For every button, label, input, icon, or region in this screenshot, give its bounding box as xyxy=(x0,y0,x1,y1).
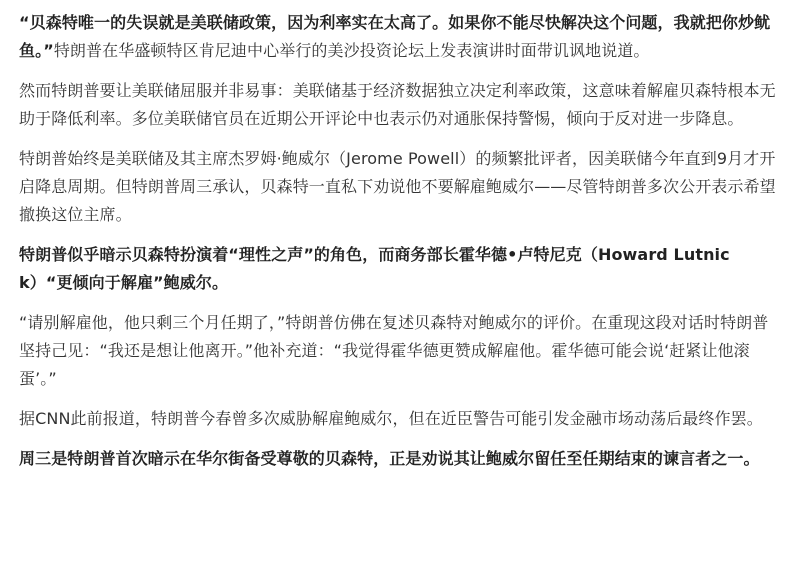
paragraph-conclusion: 周三是特朗普首次暗示在华尔街备受尊敬的贝森特，正是劝说其让鲍威尔留任至任期结束的谏言者之一。 xyxy=(19,449,760,468)
paragraph-dialogue: “请别解雇他，他只剩三个月任期了，”特朗普仿佛在复述贝森特对鲍威尔的评价。在重现这段对话时特朗普坚持己见：“我还是想让他离开。”他补充道：“我觉得霍华德更赞成解雇他。霍华德可能会说‘赶紧让他滚蛋’。” xyxy=(19,313,769,388)
paragraph-voice-of-reason: 特朗普似乎暗示贝森特扮演着“理性之声”的角色，而商务部长霍华德•卢特尼克（Howard Lutnick）“更倾向于解雇”鲍威尔。 xyxy=(19,245,730,292)
paragraph-fed-independence: 然而特朗普要让美联储屈服并非易事：美联储基于经济数据独立决定利率政策，这意味着解雇贝森特根本无助于降低利率。多位美联储官员在近期公开评论中也表示仍对通胀保持警惕，倾向于反对进一步降息。 xyxy=(19,81,776,128)
paragraph-cnn-report: 据CNN此前报道，特朗普今春曾多次威胁解雇鲍威尔，但在近臣警告可能引发金融市场动荡后最终作罢。 xyxy=(19,409,763,428)
paragraph-powell-criticism: 特朗普始终是美联储及其主席杰罗姆·鲍威尔（Jerome Powell）的频繁批评者，因美联储今年直到9月才开启降息周期。但特朗普周三承认，贝森特一直私下劝说他不要解雇鲍威尔——尽管特朗普多次公开表示希望撤换这位主席。 xyxy=(19,149,776,224)
paragraph-quote-intro xyxy=(19,9,777,65)
quote-attribution: 特朗普在华盛顿特区肯尼迪中心举行的美沙投资论坛上发表演讲时面带讥讽地说道。 xyxy=(53,41,650,60)
article-body xyxy=(19,9,777,473)
bold-quote: “贝森特唯一的失误就是美联储政策，因为利率实在太高了。如果你不能尽快解决这个问题，我就把你炒鱿鱼。” xyxy=(19,13,771,60)
